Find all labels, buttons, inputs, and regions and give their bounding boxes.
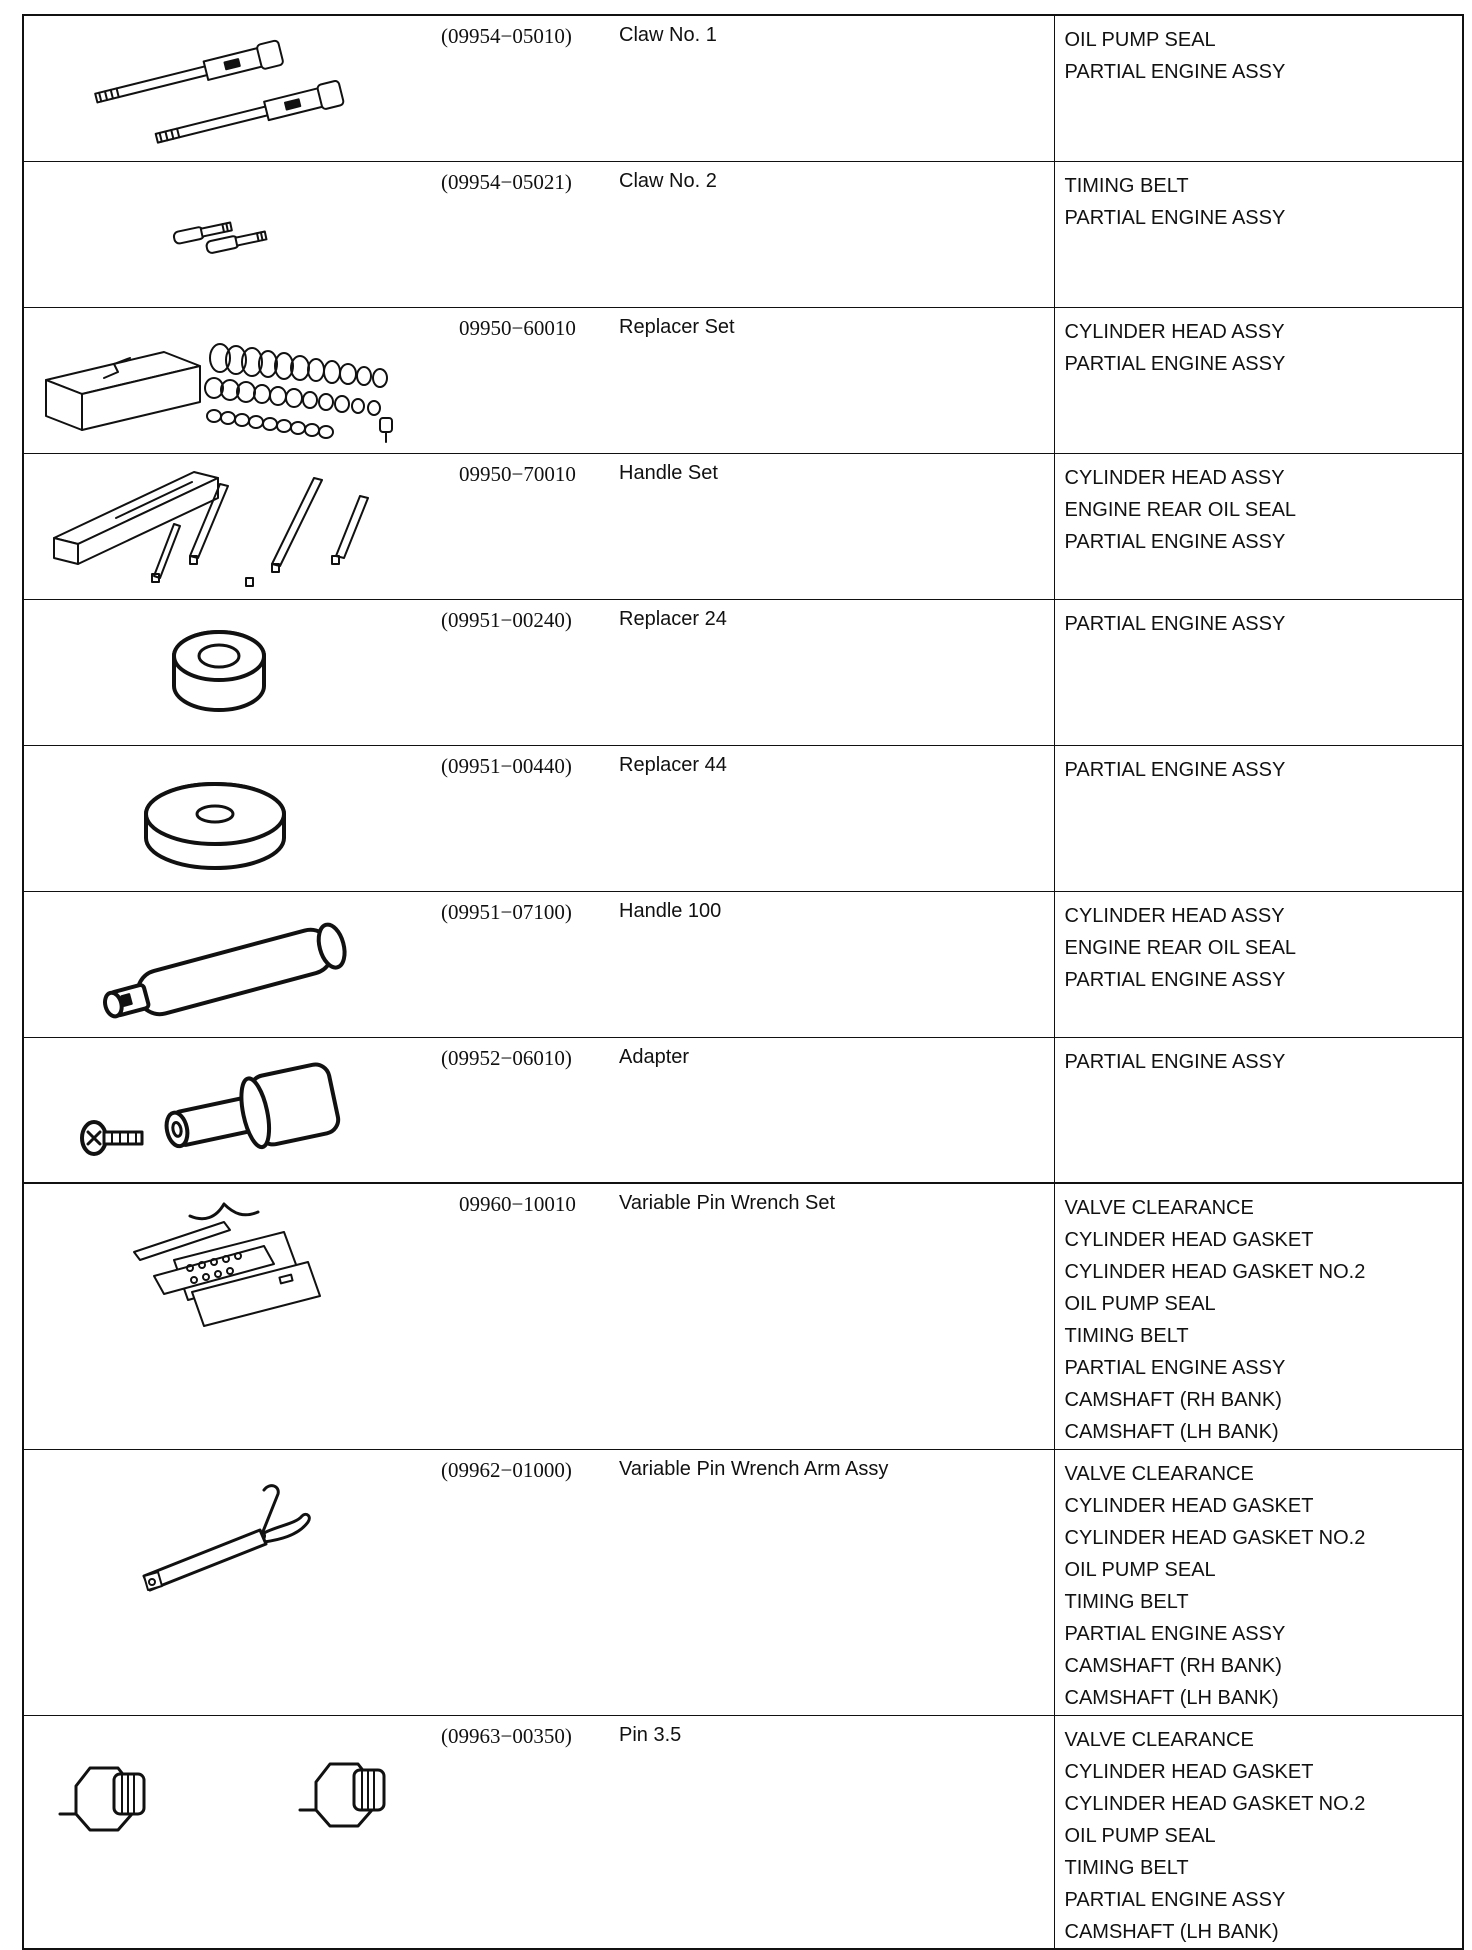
usage-notes	[1054, 745, 1463, 891]
tool-name: Pin 3.5	[619, 1723, 682, 1746]
usage-notes	[1054, 1715, 1463, 1949]
usage-note: TIMING BELT	[1064, 1590, 1189, 1613]
illustration-cell	[23, 1037, 433, 1183]
table-row	[23, 745, 1463, 891]
usage-note: CYLINDER HEAD GASKET	[1064, 1229, 1314, 1251]
table-row	[23, 1449, 1463, 1715]
usage-note: CYLINDER HEAD GASKET	[1064, 1494, 1314, 1517]
tool-name: Claw No. 1	[619, 24, 717, 46]
tool-name: Handle 100	[619, 899, 722, 922]
usage-note: VALVE CLEARANCE	[1064, 1462, 1254, 1485]
table-row	[23, 1037, 1463, 1183]
usage-notes	[1054, 1183, 1463, 1449]
part-number: 09950−70010	[459, 461, 576, 486]
usage-note: CYLINDER HEAD ASSY	[1064, 320, 1285, 343]
usage-note: PARTIAL ENGINE ASSY	[1064, 968, 1286, 991]
usage-note: OIL PUMP SEAL	[1064, 1293, 1216, 1315]
usage-note: PARTIAL ENGINE ASSY	[1064, 1050, 1286, 1073]
claw-no1-illustration	[24, 16, 433, 156]
usage-note: ENGINE REAR OIL SEAL	[1064, 498, 1297, 521]
usage-note: CAMSHAFT (LH BANK)	[1064, 1920, 1279, 1943]
illustration-cell	[23, 307, 433, 453]
usage-note: CAMSHAFT (LH BANK)	[1064, 1421, 1279, 1443]
part-number: (09951−00240)	[441, 607, 572, 632]
usage-note: OIL PUMP SEAL	[1064, 29, 1216, 51]
usage-note: CAMSHAFT (RH BANK)	[1064, 1654, 1282, 1677]
usage-note: ENGINE REAR OIL SEAL	[1064, 936, 1297, 959]
usage-note: CYLINDER HEAD GASKET NO.2	[1064, 1526, 1366, 1549]
usage-note: PARTIAL ENGINE ASSY	[1064, 1622, 1286, 1645]
tool-name: Replacer 24	[619, 607, 727, 630]
usage-note: VALVE CLEARANCE	[1064, 1197, 1254, 1219]
replacer-44-illustration	[24, 746, 433, 886]
usage-notes	[1054, 453, 1463, 599]
usage-note: PARTIAL ENGINE ASSY	[1064, 352, 1286, 375]
part-number: (09962−01000)	[441, 1457, 572, 1482]
illustration-cell	[23, 1449, 433, 1715]
usage-note: CAMSHAFT (LH BANK)	[1064, 1686, 1279, 1709]
pin-wrench-arm-illustration	[24, 1450, 433, 1670]
handle-set-illustration	[24, 454, 433, 594]
usage-note: TIMING BELT	[1064, 1325, 1189, 1347]
tool-name: Variable Pin Wrench Set	[619, 1192, 836, 1214]
usage-note: OIL PUMP SEAL	[1064, 1824, 1216, 1847]
usage-note: PARTIAL ENGINE ASSY	[1064, 530, 1286, 553]
usage-note: PARTIAL ENGINE ASSY	[1064, 1357, 1286, 1379]
part-number: (09951−07100)	[441, 899, 572, 924]
usage-notes	[1054, 161, 1463, 307]
illustration-cell	[23, 453, 433, 599]
table-row	[23, 161, 1463, 307]
usage-notes	[1054, 15, 1463, 161]
tool-name: Handle Set	[619, 461, 718, 484]
usage-notes	[1054, 891, 1463, 1037]
tool-name: Claw No. 2	[619, 169, 717, 192]
usage-note: PARTIAL ENGINE ASSY	[1064, 61, 1286, 83]
usage-note: TIMING BELT	[1064, 1856, 1189, 1879]
part-number: 09960−10010	[459, 1192, 576, 1216]
tool-name: Adapter	[619, 1045, 690, 1068]
handle-100-illustration	[24, 892, 433, 1032]
adapter-illustration	[24, 1038, 433, 1178]
claw-no2-illustration	[24, 162, 433, 302]
illustration-cell	[23, 1183, 433, 1449]
illustration-cell	[23, 891, 433, 1037]
illustration-cell	[23, 745, 433, 891]
usage-note: CYLINDER HEAD GASKET NO.2	[1064, 1792, 1366, 1815]
table-row	[23, 1183, 1463, 1449]
usage-notes	[1054, 1449, 1463, 1715]
replacer-set-illustration	[24, 308, 433, 448]
part-number: (09954−05010)	[441, 24, 572, 48]
tool-name: Replacer 44	[619, 753, 727, 776]
pin-wrench-set-illustration	[24, 1184, 433, 1404]
illustration-cell	[23, 161, 433, 307]
usage-note: PARTIAL ENGINE ASSY	[1064, 206, 1286, 229]
illustration-cell	[23, 1715, 433, 1949]
table-row	[23, 1715, 1463, 1949]
table-row	[23, 891, 1463, 1037]
tool-name: Replacer Set	[619, 315, 735, 338]
pin-3-5-illustration	[24, 1716, 433, 1916]
usage-note: CYLINDER HEAD GASKET NO.2	[1064, 1261, 1366, 1283]
usage-note: CAMSHAFT (RH BANK)	[1064, 1389, 1282, 1411]
illustration-cell	[23, 599, 433, 745]
table-row	[23, 599, 1463, 745]
usage-note: PARTIAL ENGINE ASSY	[1064, 1888, 1286, 1911]
usage-notes	[1054, 599, 1463, 745]
part-number: (09952−06010)	[441, 1045, 572, 1070]
usage-note: PARTIAL ENGINE ASSY	[1064, 612, 1286, 635]
part-number: 09950−60010	[459, 315, 576, 340]
tool-name: Variable Pin Wrench Arm Assy	[619, 1457, 889, 1480]
usage-note: CYLINDER HEAD ASSY	[1064, 466, 1285, 489]
part-number: (09963−00350)	[441, 1723, 572, 1748]
replacer-24-illustration	[24, 600, 433, 740]
usage-note: VALVE CLEARANCE	[1064, 1728, 1254, 1751]
part-number: (09954−05021)	[441, 169, 572, 194]
usage-note: OIL PUMP SEAL	[1064, 1558, 1216, 1581]
part-number: (09951−00440)	[441, 753, 572, 778]
usage-note: CYLINDER HEAD GASKET	[1064, 1760, 1314, 1783]
table-row	[23, 15, 1463, 161]
table-row	[23, 453, 1463, 599]
table-row	[23, 307, 1463, 453]
usage-notes	[1054, 1037, 1463, 1183]
usage-notes	[1054, 307, 1463, 453]
special-service-tools-table	[22, 14, 1464, 1950]
usage-note: CYLINDER HEAD ASSY	[1064, 904, 1285, 927]
usage-note: TIMING BELT	[1064, 174, 1189, 197]
usage-note: PARTIAL ENGINE ASSY	[1064, 758, 1286, 781]
illustration-cell	[23, 15, 433, 161]
